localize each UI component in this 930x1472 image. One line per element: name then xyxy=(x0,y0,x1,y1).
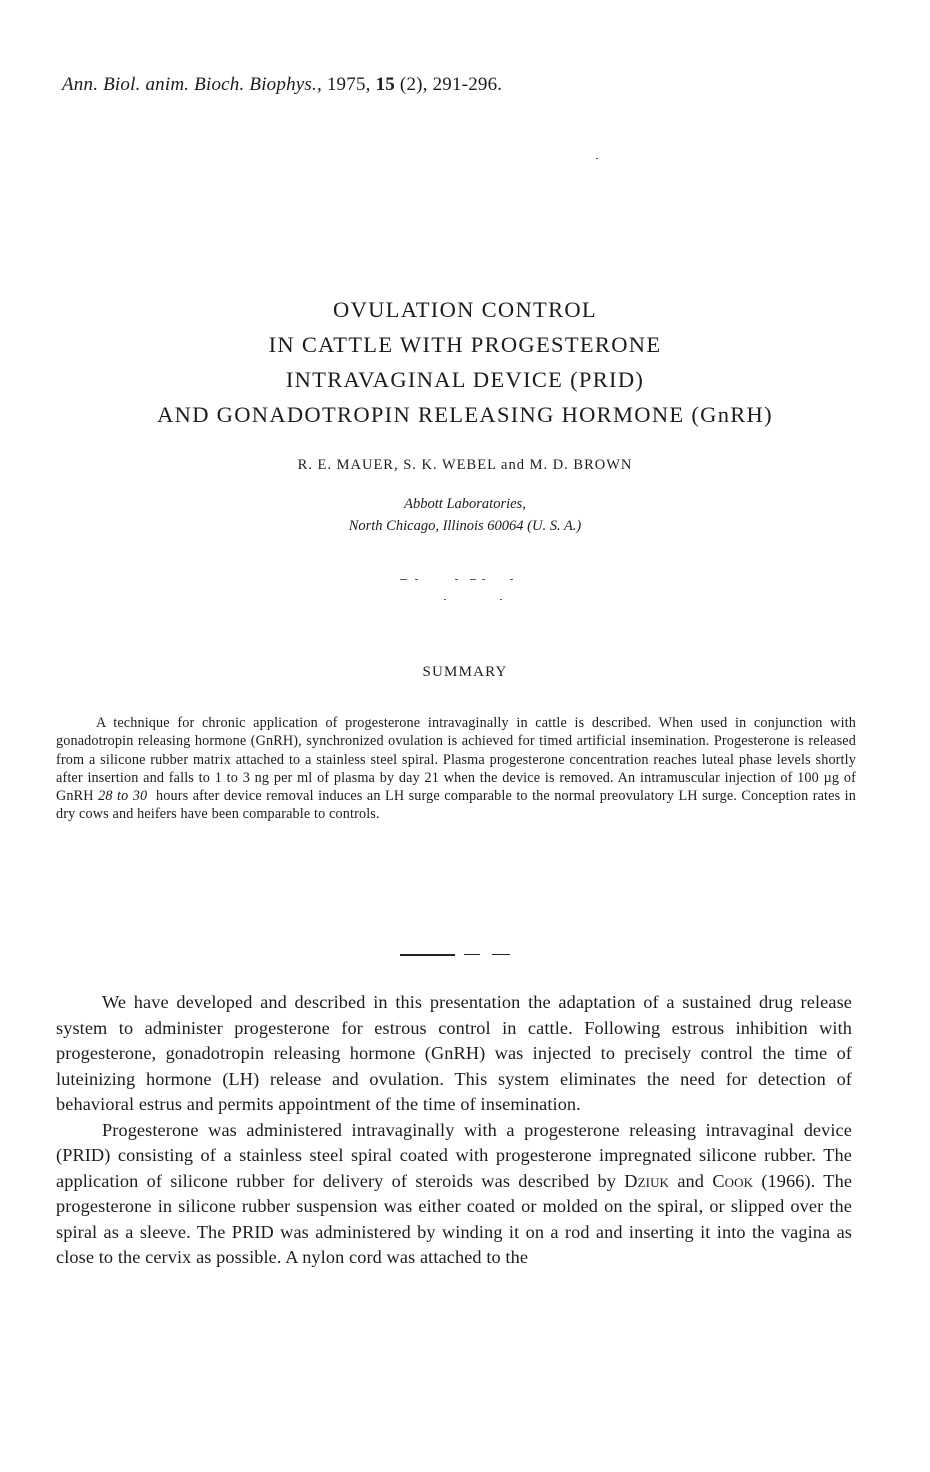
title-line: INTRAVAGINAL DEVICE (PRID) xyxy=(285,367,645,392)
journal-citation xyxy=(62,74,502,96)
summary-italic-hours: 28 to 30 xyxy=(98,788,148,805)
title-line: OVULATION CONTROL xyxy=(333,297,597,322)
summary-text-part: hours after device removal induces an LH surge comparable to the normal preovulatory LH surge. Conception rates in dry cows and heifers have been comparable to controls. xyxy=(56,788,856,823)
body-text xyxy=(56,990,852,1271)
section-rule xyxy=(492,954,510,955)
journal-year: 1975, xyxy=(326,74,371,95)
cited-author: Cook xyxy=(712,1170,754,1191)
body-paragraph: We have developed and described in this presentation the adaptation of a sustained drug release system to administer progesterone for estrous control in cattle. Following estrous inhibition with progesterone, gonadotropin releasing hormone (GnRH) was injected to precisely control the time of luteinizing hormone (LH) release and ovulation. This system eliminates the need for detection of behavioral estrus and permits appointment of the time of insemination. xyxy=(56,992,852,1114)
title-line: AND GONADOTROPIN RELEASING HORMONE (GnRH) xyxy=(157,402,773,427)
section-rule xyxy=(400,954,455,956)
affiliation xyxy=(0,493,930,537)
summary-text xyxy=(56,714,856,824)
scan-speck xyxy=(596,158,598,159)
title-line: IN CATTLE WITH PROGESTERONE xyxy=(268,332,662,357)
journal-issue-pages: (2), 291-296. xyxy=(399,74,503,95)
journal-volume: 15 xyxy=(375,74,395,95)
section-rule xyxy=(464,954,480,955)
separator-ornament xyxy=(0,570,930,600)
summary-text-part: A technique for chronic application of progesterone intravaginally in cattle is described. When used in conjunction with gonadotropin releasing hormone (GnRH), synchronized ovulation is achieved for timed artificial insemination. Progesterone is released from a silicone rubber matrix attached to a stainless steel spiral. Plasma progesterone concentration reaches luteal phase levels shortly after insertion and falls to 1 to 3 ng per ml of plasma by day 21 when the device is removed. An intramuscular injection of 100 µg of GnRH xyxy=(56,715,856,805)
summary-heading: SUMMARY xyxy=(422,664,508,680)
body-paragraph: Progesterone was administered intravaginally with a progesterone releasing intravaginal device (PRID) consisting of a stainless steel spiral coated with progesterone impregnated silicone rubber. The application of silicone rubber for delivery of steroids was described by Dziuk and Cook (1966). The progesterone in silicone rubber suspension was either coated or molded on the spiral, or slipped over the spiral as a sleeve. The PRID was administered by winding it on a rod and inserting it into the vagina as close to the cervix as possible. A nylon cord was attached to the xyxy=(56,1119,853,1267)
author-list: R. E. MAUER, S. K. WEBEL and M. D. BROWN xyxy=(297,457,633,473)
affiliation-line: Abbott Laboratories, xyxy=(404,496,526,512)
affiliation-line: North Chicago, Illinois 60064 (U. S. A.) xyxy=(348,518,582,534)
paper-title xyxy=(0,292,930,432)
cited-author: Dziuk xyxy=(624,1170,670,1191)
journal-name: Ann. Biol. anim. Bioch. Biophys., xyxy=(62,74,322,95)
